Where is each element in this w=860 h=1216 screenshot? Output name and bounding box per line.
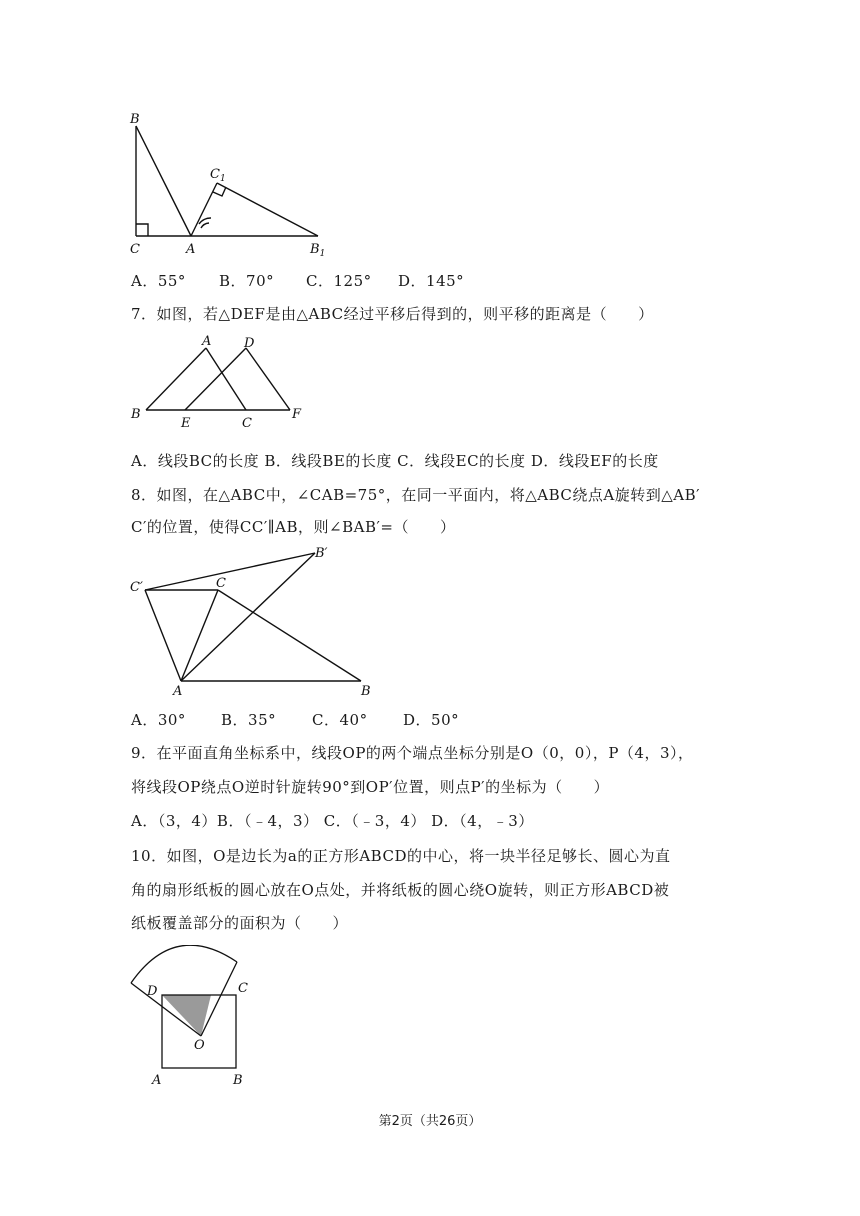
label-F: F bbox=[292, 407, 302, 422]
q6-options: A．55° B．70° C．125° D．145° bbox=[131, 272, 465, 290]
q7-text: 7．如图，若△DEF是由△ABC经过平移后得到的，则平移的距离是（ ） bbox=[131, 305, 654, 323]
label-B: B bbox=[233, 1073, 243, 1088]
label-O: O bbox=[194, 1038, 205, 1053]
label-A: A bbox=[202, 334, 212, 349]
label-C: C bbox=[242, 416, 252, 431]
label-C: C bbox=[130, 242, 140, 257]
label-B1: $B_1$ bbox=[310, 242, 326, 258]
q10-text-3: 纸板覆盖部分的面积为（ ） bbox=[131, 914, 349, 932]
q9-text-2: 将线段OP绕点O逆时针旋转90°到OP′位置，则点P′的坐标为（ ） bbox=[131, 778, 610, 796]
q8-text-1: 8．如图，在△ABC中，∠CAB=75°，在同一平面内，将△ABC绕点A旋转到△AB′ bbox=[131, 486, 701, 504]
q9-options: A．（3，4）B．（﹣4，3） C．（﹣3，4） D．（4，﹣3） bbox=[131, 812, 534, 830]
label-B: B bbox=[131, 407, 141, 422]
label-D: D bbox=[147, 984, 158, 999]
figure-q10 bbox=[125, 945, 270, 1095]
page-footer: 第2页（共26页） bbox=[378, 1114, 482, 1129]
label-B: B bbox=[130, 112, 140, 127]
label-A: A bbox=[186, 242, 196, 257]
label-B-prime: B′ bbox=[315, 546, 328, 561]
q9-text-1: 9．在平面直角坐标系中，线段OP的两个端点坐标分别是O（0，0），P（4，3）， bbox=[131, 744, 694, 762]
figure-q8 bbox=[125, 543, 385, 703]
q8-text-2: C′的位置，使得CC′∥AB，则∠BAB′=（ ） bbox=[131, 518, 456, 536]
q7-options: A．线段BC的长度 B．线段BE的长度 C．线段EC的长度 D．线段EF的长度 bbox=[131, 452, 659, 470]
q10-text-2: 角的扇形纸板的圆心放在O点处，并将纸板的圆心绕O旋转，则正方形ABCD被 bbox=[131, 881, 670, 899]
q8-options: A．30° B．35° C．40° D．50° bbox=[131, 711, 460, 729]
label-B: B bbox=[361, 684, 371, 699]
label-A: A bbox=[173, 684, 183, 699]
label-A: A bbox=[152, 1073, 162, 1088]
figure-q7 bbox=[125, 332, 315, 432]
label-C-prime: C′ bbox=[130, 580, 143, 595]
label-D: D bbox=[244, 336, 255, 351]
figure-q6 bbox=[125, 108, 335, 258]
q10-text-1: 10．如图，O是边长为a的正方形ABCD的中心，将一块半径足够长、圆心为直 bbox=[131, 847, 671, 865]
label-C: C bbox=[216, 576, 226, 591]
label-C: C bbox=[238, 981, 248, 996]
label-C1: $C_1$ bbox=[210, 167, 226, 184]
label-E: E bbox=[181, 416, 191, 431]
